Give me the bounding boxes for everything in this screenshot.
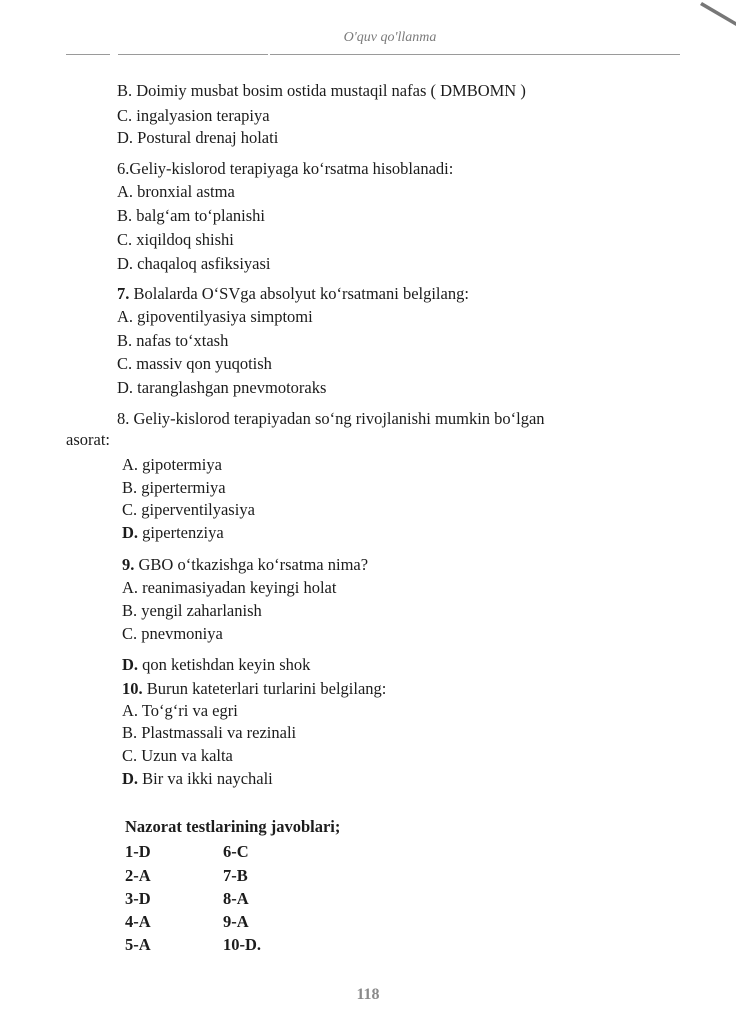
q9-option-d [122,655,310,675]
answer-key: 4-A [125,912,151,931]
q10-number: 10. [122,679,143,698]
q7-number: 7. [117,284,130,303]
q9-text: GBO o‘tkazishga ko‘rsatma nima? [134,555,369,574]
q10-option-a: A. To‘g‘ri va egri [122,701,238,720]
q10-option-d-text: Bir va ikki naychali [138,769,273,788]
q8-option-b: B. gipertermiya [122,478,226,497]
answer-key: 5-A [125,935,151,954]
answer-key: 9-A [223,912,249,931]
q6-option-b: B. balg‘am to‘planishi [117,206,266,225]
q7-option-b: B. nafas to‘xtash [117,331,229,350]
q8-question-line2: asorat: [66,430,110,449]
page-corner-shadow [696,0,736,30]
q8-option-c: C. giperventilyasiya [122,500,255,519]
q8-option-d-letter: D. [122,523,139,542]
q10-option-b: B. Plastmassali va rezinali [122,723,297,742]
header-rule [270,54,680,55]
running-header: O'quv qo'llanma [343,30,437,45]
answer-key: 7-B [223,866,248,885]
q5-option-d: D. Postural drenaj holati [117,128,279,147]
q7-question [117,284,469,304]
q9-option-c: C. pnevmoniya [122,624,223,643]
q6-question: 6.Geliy-kislorod terapiyaga ko‘rsatma hisoblanadi: [117,159,454,178]
q8-question-line1: 8. Geliy-kislorod terapiyadan so‘ng rivojlanishi mumkin bo‘lgan [117,409,545,428]
answer-key: 2-A [125,866,151,885]
answers-title: Nazorat testlarining javoblari; [125,817,341,836]
q9-question [122,555,368,575]
q10-option-d [122,769,273,789]
q9-number: 9. [122,555,135,574]
q9-option-b: B. yengil zaharlanish [122,601,262,620]
answer-key: 1-D [125,842,151,861]
q7-option-a: A. gipoventilyasiya simptomi [117,307,313,326]
q10-option-d-letter: D. [122,769,139,788]
q8-option-d [122,523,224,543]
q8-option-d-text: gipertenziya [138,523,224,542]
q9-option-a: A. reanimasiyadan keyingi holat [122,578,337,597]
answer-key: 8-A [223,889,249,908]
q10-text: Burun kateterlari turlarini belgilang: [142,679,387,698]
q10-option-c: C. Uzun va kalta [122,746,233,765]
header-rule [118,54,268,55]
answer-key: 3-D [125,889,151,908]
q7-text: Bolalarda O‘SVga absolyut ko‘rsatmani belgilang: [129,284,469,303]
header-rule [66,54,110,55]
q7-option-c: C. massiv qon yuqotish [117,354,272,373]
answer-key: 10-D. [223,935,262,954]
q8-option-a: A. gipotermiya [122,455,222,474]
q6-option-a: A. bronxial astma [117,182,235,201]
q7-option-d: D. taranglashgan pnevmotoraks [117,378,327,397]
q9-option-d-text: qon ketishdan keyin shok [138,655,311,674]
q6-option-c: C. xiqildoq shishi [117,230,234,249]
q5-option-b: B. Doimiy musbat bosim ostida mustaqil nafas ( DMBOMN ) [117,81,526,100]
q6-option-d: D. chaqaloq asfiksiyasi [117,254,271,273]
q10-question [122,679,386,699]
q5-option-c: C. ingalyasion terapiya [117,106,270,125]
page-number: 118 [356,986,380,1003]
q9-option-d-letter: D. [122,655,139,674]
answer-key: 6-C [223,842,249,861]
